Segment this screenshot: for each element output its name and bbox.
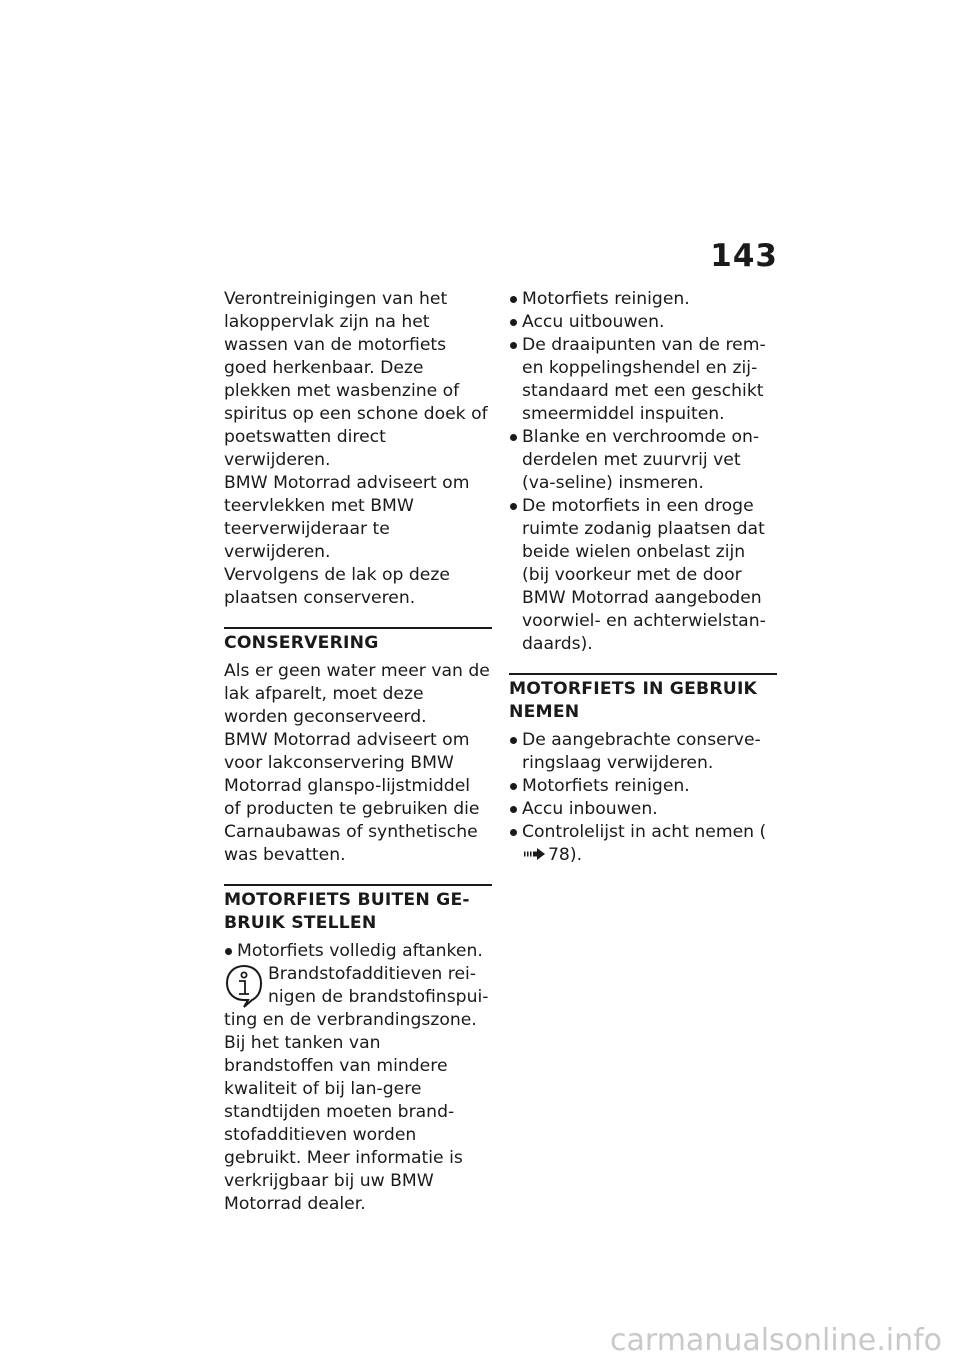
- page-reference: 78).: [548, 845, 583, 865]
- intro-paragraph-2: BMW Motorrad adviseert om teervlekken met BMW teerverwijderaar te verwijderen.: [224, 473, 470, 562]
- section-heading-buiten-gebruik: MOTORFIETS BUITEN GE-BRUIK STELLEN: [224, 890, 470, 933]
- list-item-controlelijst: [509, 821, 777, 867]
- section-buiten-gebruik: [224, 884, 492, 1216]
- list-item: De motorfiets in een droge ruimte zodanig plaatsen dat beide wielen onbelast zijn (bij voorkeur met de door BMW Motorrad aangeboden voorwiel- en achterwielstan-daards).: [509, 495, 777, 656]
- bullet-list-in-gebruik: [509, 729, 777, 867]
- conservering-paragraph-2: BMW Motorrad adviseert om voor lakconservering BMW Motorrad glanspo-lijstmiddel of producten te gebruiken die Carnaubawas of synthetische was bevatten.: [224, 730, 480, 865]
- controlelijst-text: Controlelijst in acht nemen: [522, 822, 755, 842]
- list-item: De draaipunten van de rem- en koppelingshendel en zij-standaard met een geschikt smeermiddel inspuiten.: [509, 334, 777, 426]
- right-column: [509, 288, 777, 867]
- bullet-list-buiten-gebruik-continued: [509, 288, 777, 656]
- list-item: Motorfiets reinigen.: [509, 775, 777, 798]
- watermark: carmanualsonline.info: [610, 1323, 942, 1358]
- list-item: Motorfiets volledig aftanken.: [224, 940, 492, 963]
- page-reference-arrow-icon: [524, 848, 546, 860]
- reference-open-paren: (: [759, 822, 767, 842]
- left-column: [224, 288, 492, 1216]
- list-item: Motorfiets reinigen.: [509, 288, 777, 311]
- bullet-list-buiten-gebruik: [224, 940, 492, 963]
- conservering-paragraph-1: Als er geen water meer van de lak afparelt, moet deze worden geconserveerd.: [224, 661, 490, 727]
- page-number: 143: [710, 238, 778, 274]
- list-item: Blanke en verchroomde on-derdelen met zuurvrij vet (va-seline) insmeren.: [509, 426, 777, 495]
- section-in-gebruik: [509, 673, 777, 867]
- list-item: Accu inbouwen.: [509, 798, 777, 821]
- intro-paragraph-3: Vervolgens de lak op deze plaatsen conserveren.: [224, 565, 450, 608]
- section-heading-conservering: CONSERVERING: [224, 633, 379, 653]
- list-item: De aangebrachte conserve-ringslaag verwijderen.: [509, 729, 777, 775]
- info-icon: [224, 963, 264, 1009]
- section-conservering: [224, 627, 492, 867]
- intro-paragraph-1: Verontreinigingen van het lakoppervlak zijn na het wassen van de motorfiets goed herkenbaar. Deze plekken met wasbenzine of spiritus op een schone doek of poetswatten direct verwijderen.: [224, 289, 488, 470]
- info-note-text: Brandstofadditieven rei-nigen de brandstofinspui-ting en de verbrandingszone. Bij het tanken van brandstoffen van mindere kwaliteit of bij lan-gere standtijden moeten brand-stofadditieven worden gebruikt. Meer informatie is verkrijgbaar bij uw BMW Motorrad dealer.: [224, 964, 489, 1214]
- info-note: [224, 963, 492, 1216]
- section-heading-in-gebruik: MOTORFIETS IN GEBRUIK NEMEN: [509, 679, 758, 722]
- list-item: Accu uitbouwen.: [509, 311, 777, 334]
